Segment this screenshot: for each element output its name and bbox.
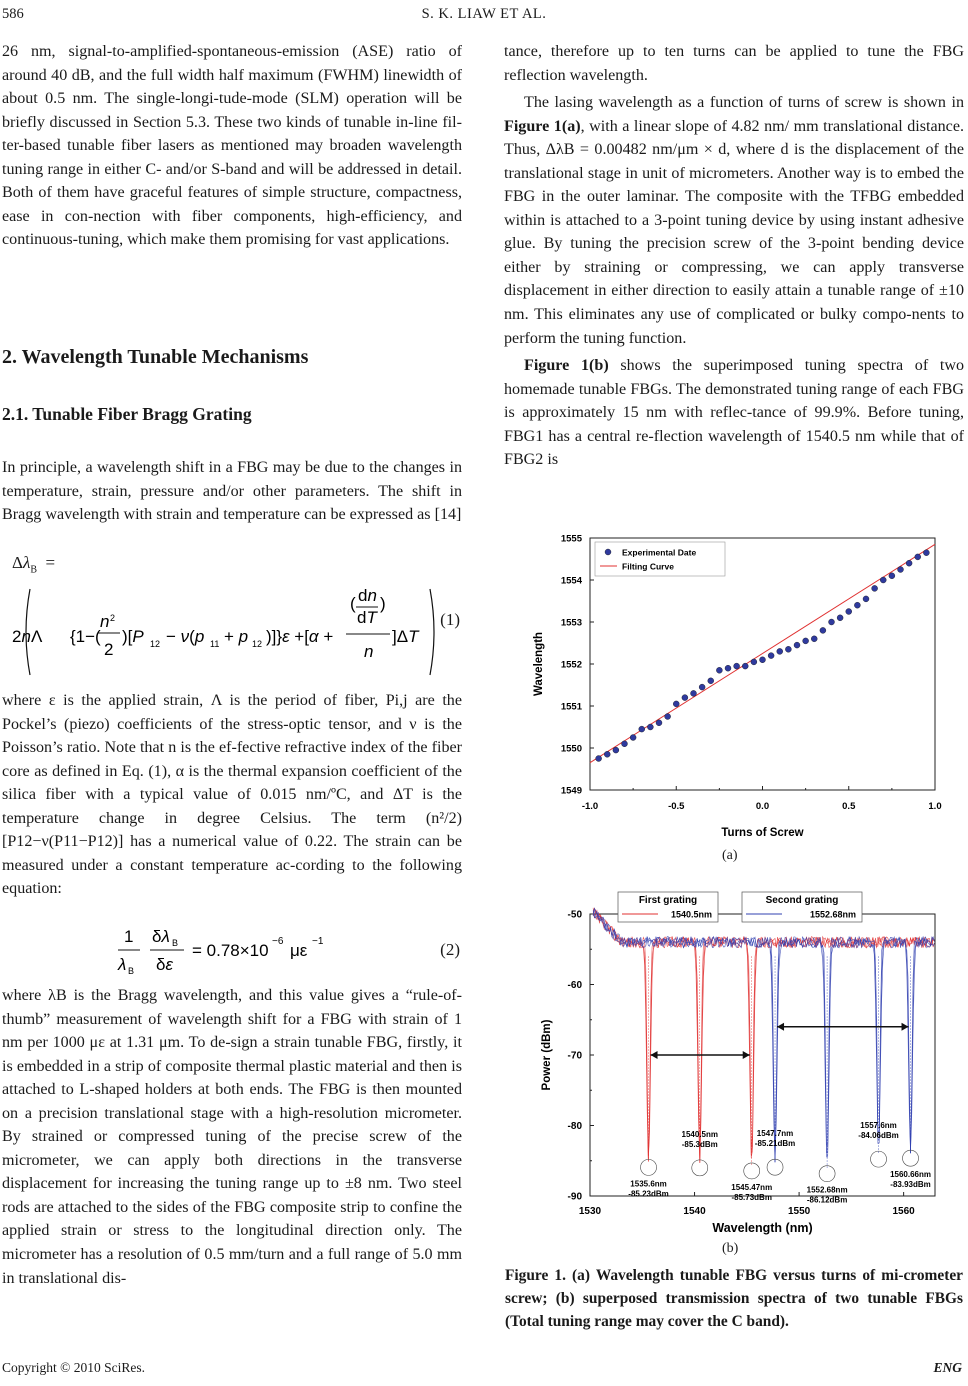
data-point (751, 659, 757, 665)
paragraph (504, 354, 964, 472)
equation-1-body (2, 577, 462, 687)
data-point (829, 619, 835, 625)
x-tick-label: 1530 (578, 1206, 602, 1217)
svg-text:δε: δε (156, 955, 173, 974)
data-point (691, 690, 697, 696)
dip-label-wavelength: 1552.68nm (806, 1185, 848, 1195)
data-point (734, 663, 740, 669)
dip-label-power: -85.23dBm (628, 1189, 669, 1199)
paragraph-text: shows the superimposed tuning spectra of two homemade tunable FBGs. The demonstrated tuning range of each FBG is approximately 15 nm with reflec-tance of 99.9%. Before tuning, FBG1 has a central re-flection wavelength of 1540.5 nm while that of FBG2 is (504, 357, 964, 469)
svg-text:−6: −6 (272, 936, 284, 947)
svg-text:dn: dn (358, 586, 377, 605)
y-tick-label: 1554 (560, 575, 582, 587)
x-tick-label: 0.5 (842, 801, 856, 812)
dip-annotations (628, 956, 931, 1204)
figure-caption: Figure 1. (a) Wavelength tunable FBG versus turns of mi-crometer screw; (b) superposed transmission spectra of two tunable FBGs (Total tuning range may cover the C band). (505, 1267, 963, 1330)
data-point (803, 638, 809, 644)
svg-text:λ: λ (118, 955, 127, 974)
data-point (673, 701, 679, 707)
svg-text:12: 12 (150, 639, 161, 649)
data-point (906, 560, 912, 566)
data-point (716, 667, 722, 673)
data-point (699, 684, 705, 690)
left-column-p2 (2, 456, 462, 527)
journal-name: ENG (933, 1360, 962, 1375)
dip-label-wavelength: 1547.7nm (756, 1129, 794, 1139)
x-tick-label: -1.0 (581, 801, 599, 812)
data-point (665, 714, 671, 720)
dip-label-power: -84.06dBm (858, 1131, 899, 1141)
dip-label-power: -86.12dBm (806, 1195, 848, 1205)
dip-label-power: -83.93dBm (890, 1180, 931, 1190)
legend-title: First grating (638, 895, 698, 906)
data-point (785, 646, 791, 652)
equation-2 (2, 920, 462, 982)
section-heading: 2. Wavelength Tunable Mechanisms (2, 346, 309, 368)
page-number: 586 (2, 6, 24, 22)
data-point (725, 665, 731, 671)
svg-text:+ p: + p (224, 627, 249, 646)
running-head: S. K. LIAW ET AL. (421, 6, 547, 22)
left-column-p3 (2, 689, 462, 901)
svg-text:]ΔT: ]ΔT (392, 627, 419, 646)
data-point (708, 678, 714, 684)
paragraph: where λB is the Bragg wavelength, and this value gives a “rule-of-thumb” measurement of wavelength shift for a FBG with strain of 1 nm per 1000 με at 1.31 μm. To de-sign a strain tunable FBG, firstly, it is embedded in a strip of composite thermal plastic material and then is attached to L-shaped holders at both ends. The FBG is then mounted on a precision translational stage with a high-resolution micrometer. By strained or compressed tuning of the precise screw of the micrometer, we can apply both directions in the transverse displacement for increasing the tuning range up to ±8 nm. Two steel rods are attached to the sides of the FBG composite strip to confine the applied strain or stress to the longitudinal direction only. The micrometer has a resolution of 0.5 mm/turn and a full range of 5.0 mm in translational dis- (2, 987, 462, 1287)
axis-ticks (568, 910, 916, 1218)
page-header (0, 6, 968, 28)
plot-area (590, 544, 935, 762)
dip-label-power: -85.3dBm (681, 1139, 718, 1149)
left-column-p4 (2, 984, 462, 1290)
dip-circle (744, 1163, 760, 1179)
svg-text:B: B (128, 966, 135, 976)
dip-label-wavelength: 1560.66nm (890, 1170, 931, 1180)
x-axis-label: Wavelength (nm) (712, 1221, 813, 1235)
dip-circle (819, 1166, 835, 1182)
dip-label-power: -85.21dBm (754, 1139, 796, 1149)
figure-1a-label: (a) (722, 848, 738, 863)
svg-text:1: 1 (124, 927, 134, 946)
svg-text:2: 2 (110, 613, 116, 623)
svg-text:−1: −1 (312, 936, 324, 947)
data-point (604, 751, 610, 757)
data-point (863, 596, 869, 602)
figure-1b-chart (520, 880, 950, 1240)
dip-label-wavelength: 1557.6nm (860, 1121, 897, 1131)
svg-text:dT: dT (357, 608, 377, 627)
data-point (768, 653, 774, 659)
legend-entry: Experimental Date (622, 547, 697, 558)
svg-text:12: 12 (252, 639, 263, 649)
data-point (846, 609, 852, 615)
y-tick-label: 1549 (560, 785, 582, 797)
dip-label-wavelength: 1540.5nm (681, 1129, 719, 1139)
right-column-text (504, 40, 964, 472)
legend-marker-points (605, 549, 611, 555)
data-point (898, 567, 904, 573)
paragraph: In principle, a wavelength shift in a FBG may be due to the changes in temperature, strain, pressure and/or other parameters. The shift in Bragg wavelength with strain and temperature can be expressed as [14] (2, 459, 462, 524)
paragraph (504, 91, 964, 350)
data-point (630, 735, 636, 741)
svg-text:)[P: )[P (122, 627, 144, 646)
y-tick-label: 1552 (560, 659, 582, 671)
svg-text:{1−(: {1−( (70, 627, 101, 646)
equation-1-number: (1) (440, 610, 460, 629)
x-tick-label: 1.0 (928, 801, 942, 812)
data-point (889, 573, 895, 579)
svg-text:2nΛ: 2nΛ (12, 627, 43, 646)
paragraph: 26 nm, signal-to-amplified-spontaneous-emission (ASE) ratio of around 40 dB, and the full width half maximum (FWHM) linewidth of about 0.5 nm. The single-longi-tude-mode (SLM) operation will be briefly discussed in Section 5.3. These two kinds of tunable in-line fil-ter-based tunable fiber lasers as mentioned may broaden wavelength tuning range in either C- and/or S-band and will be addressed in detail. Both of them have graceful features of simple structure, compactness, ease in con-nection with fiber components, high-efficiency, and continuous-tuning, which make them promising for vast applications. (2, 43, 462, 249)
x-tick-label: 1550 (787, 1206, 811, 1217)
svg-text:(: ( (350, 594, 356, 613)
x-tick-label: 1560 (892, 1206, 915, 1217)
y-tick-label: 1553 (560, 617, 582, 629)
arrow-head (743, 1051, 750, 1059)
svg-text:n: n (100, 612, 110, 631)
page-footer (2, 1360, 964, 1376)
equation-1: $\Delta\lambda_B$ = 2nΛ {1−( 2 n 2 )[P 12 − ν(p 11 + p 12 )]}ε +[α + ( dn dT ) n ]ΔT (1) (2, 553, 462, 685)
data-point (656, 720, 662, 726)
y-axis-label: Power (dBm) (541, 1019, 553, 1091)
svg-text:= 0.78×10: = 0.78×10 (192, 941, 269, 960)
y-tick-label: -50 (567, 909, 582, 921)
x-tick-label: 1540 (683, 1206, 706, 1217)
dip-circle (871, 1151, 887, 1167)
data-point (622, 741, 628, 747)
y-tick-label: 1555 (560, 533, 582, 545)
x-axis-label: Turns of Screw (721, 827, 804, 839)
svg-text:B: B (172, 938, 179, 948)
x-tick-label: -0.5 (668, 801, 685, 812)
svg-text:): ) (380, 594, 386, 613)
data-point (742, 663, 748, 669)
data-point (613, 747, 619, 753)
figure-1a-chart (520, 528, 950, 848)
dip-label-power: -85.73dBm (731, 1192, 772, 1202)
data-point (880, 577, 886, 583)
data-point (915, 554, 921, 560)
equation-2-body (112, 920, 412, 982)
data-point (596, 756, 602, 762)
data-point (837, 615, 843, 621)
y-tick-label: -60 (567, 980, 582, 991)
data-point (820, 627, 826, 633)
y-tick-label: -70 (567, 1050, 582, 1062)
legend-entry: 1540.5nm (670, 909, 712, 920)
svg-text:2: 2 (104, 640, 114, 659)
data-point (854, 602, 860, 608)
svg-text:n: n (364, 642, 374, 661)
legend-entry: 1552.68nm (809, 909, 856, 920)
legend-entry: Filting Curve (622, 561, 674, 572)
data-point (872, 585, 878, 591)
data-point (639, 726, 645, 732)
y-tick-label: 1550 (560, 743, 582, 755)
dip-label-wavelength: 1545.47nm (731, 1182, 773, 1192)
figure-1b-label: (b) (722, 1241, 739, 1256)
data-point (682, 695, 688, 701)
x-tick-label: 0.0 (755, 801, 770, 812)
legend (618, 892, 862, 922)
arrow-head (651, 1051, 658, 1059)
paragraph: where ε is the applied strain, Λ is the period of fiber, Pi,j are the Pockel’s (piezo) coefficients of the stress-optic tensor, and ν is the Poisson’s ratio. Note that n is the ef-fective refractive index of the fiber core as defined in Eq. (1), α is the thermal expansion coefficient of the silica fiber with a typical value of 0.015 nm/ºC, and ΔT is the temperature change in degree Celsius. The term (n²/2) [P12−ν(P11−P12)] has a numerical value of 0.22. The strain can be measured under a constant temperature ac-cording to the following equation: (2, 692, 462, 898)
subsection-heading: 2.1. Tunable Fiber Bragg Grating (2, 404, 252, 424)
svg-text:δλ: δλ (152, 927, 170, 946)
equation-2-number: (2) (440, 940, 460, 959)
left-column-p1 (2, 40, 462, 252)
svg-text:11: 11 (210, 639, 220, 649)
data-point (647, 724, 653, 730)
svg-text:)]}ε +[α +: )]}ε +[α + (266, 627, 334, 646)
paragraph-text: The lasing wavelength as a function of turns of screw is shown in (524, 94, 964, 112)
legend (595, 542, 725, 576)
legend-title: Second grating (765, 895, 839, 906)
y-tick-label: -90 (567, 1191, 582, 1203)
data-point (777, 648, 783, 654)
arrow-head (902, 1023, 909, 1031)
paragraph: tance, therefore up to ten turns can be applied to tune the FBG reflection wavelength. (504, 43, 964, 84)
y-tick-label: -80 (567, 1121, 582, 1132)
data-point (760, 657, 766, 663)
data-point (794, 642, 800, 648)
dip-label-wavelength: 1535.6nm (630, 1179, 667, 1189)
y-axis-label: Wavelength (533, 631, 545, 697)
copyright: Copyright © 2010 SciRes. (2, 1360, 146, 1375)
y-tick-label: 1551 (560, 701, 582, 713)
figure-reference: Figure 1(a) (504, 117, 581, 135)
svg-text:− ν(p: − ν(p (166, 627, 205, 646)
paragraph-text: , with a linear slope of 4.82 nm/ mm translational distance. Thus, ΔλB = 0.00482 nm/μm × d, where d is the displacement of the translational stage in unit of micrometers. Another way is to embed the FBG in the outer laminar. The composite with the TFBG embedded within is attached to a 3-point tuning device by using instant adhesive glue. By tuning the precision screw of the 3-point bending device either by straining or compressing, we can apply transverse displacement in either direction to easily attain a tunable range of ±10 nm. This eliminates any use of complicated or bulky compo-nents to perform the tuning function. (504, 117, 964, 347)
data-point (811, 636, 817, 642)
data-point (923, 550, 929, 556)
figure-reference: Figure 1(b) (524, 357, 609, 375)
svg-text:με: με (290, 941, 308, 960)
